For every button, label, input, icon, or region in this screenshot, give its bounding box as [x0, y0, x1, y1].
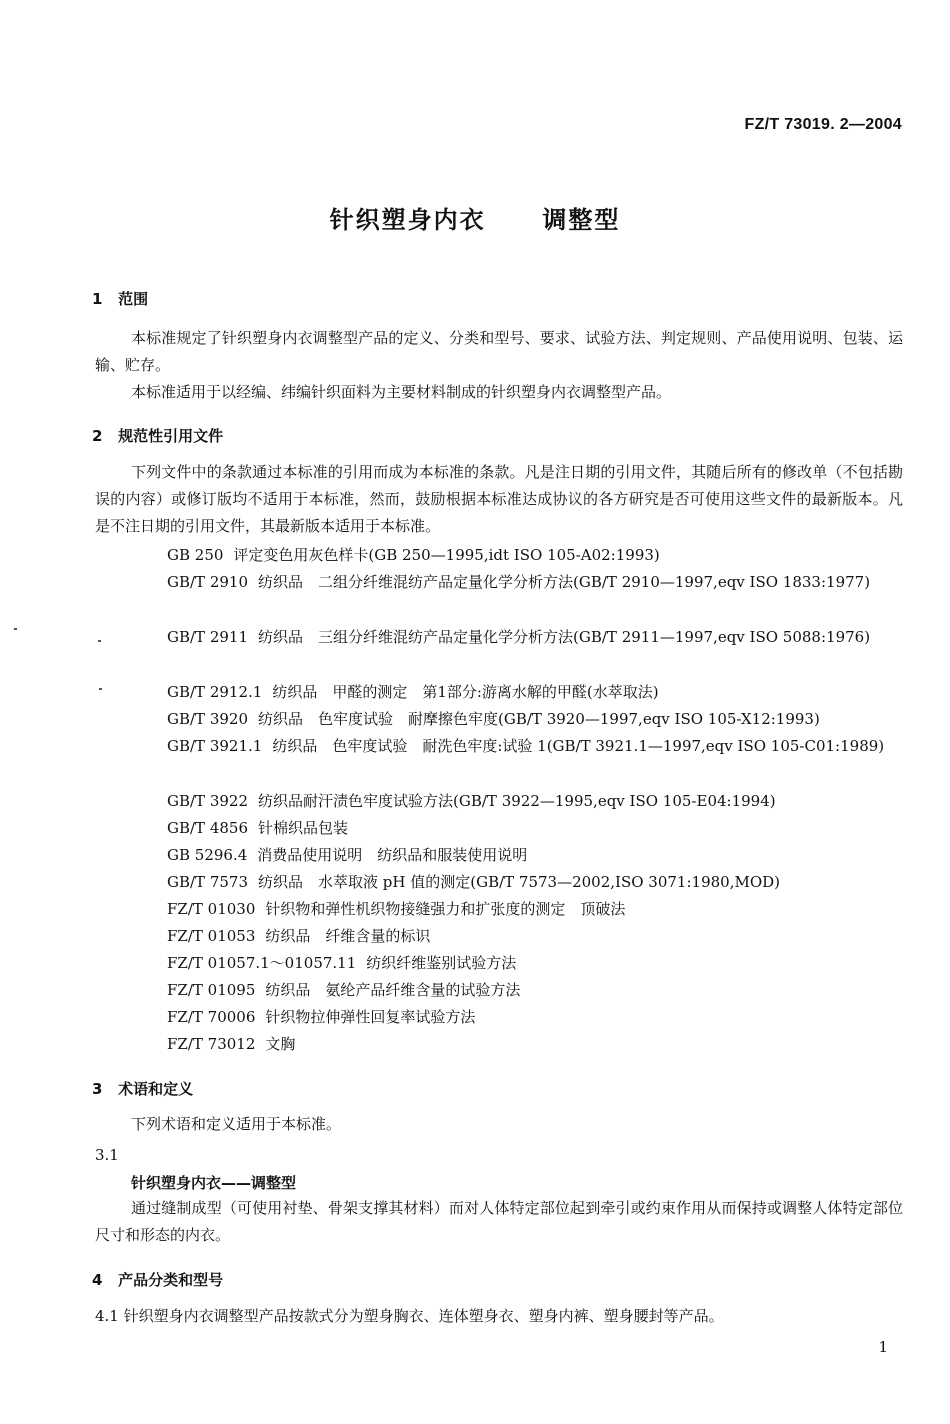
- section-1-heading: 1 范围: [92, 290, 149, 308]
- section-1-paragraph: 本标准适用于以经编、纬编针织面料为主要材料制成的针织塑身内衣调整型产品。: [131, 383, 672, 401]
- reference-code: FZ/T 73012: [167, 1035, 256, 1053]
- reference-item: [95, 842, 903, 869]
- reference-title: 纺织品耐汗渍色牢度试验方法(GB/T 3922—1995,eqv ISO 105-E04:1994): [258, 792, 776, 810]
- reference-title: 评定变色用灰色样卡(GB 250—1995,idt ISO 105-A02:1993): [233, 546, 660, 564]
- reference-title: 纺织品 色牢度试验 耐洗色牢度:试验 1(GB/T 3921.1—1997,eqv ISO 105-C01:1989): [272, 737, 885, 755]
- reference-item: [95, 923, 903, 950]
- reference-title: 纺织品 二组分纤维混纺产品定量化学分析方法(GB/T 2910—1997,eqv ISO 1833:1977): [258, 573, 871, 591]
- reference-code: FZ/T 01030: [167, 900, 256, 918]
- reference-title: 针棉织品包装: [258, 819, 349, 837]
- page-number: 1: [878, 1338, 888, 1356]
- reference-code: GB/T 4856: [167, 819, 249, 837]
- reference-code: GB/T 3921.1: [167, 737, 263, 755]
- section-3-intro: 下列术语和定义适用于本标准。: [131, 1115, 342, 1133]
- reference-item: [95, 788, 903, 815]
- reference-item: [95, 542, 903, 569]
- reference-code: FZ/T 70006: [167, 1008, 256, 1026]
- reference-item: [95, 815, 903, 842]
- reference-title: 消费品使用说明 纺织品和服装使用说明: [257, 846, 528, 864]
- section-3-heading: 3 术语和定义: [92, 1080, 194, 1098]
- reference-title: 纺织纤维鉴别试验方法: [366, 954, 517, 972]
- reference-item: [95, 706, 903, 733]
- reference-item: [95, 679, 903, 706]
- term-heading: 针织塑身内衣——调整型: [131, 1174, 297, 1192]
- reference-item: [95, 950, 903, 977]
- reference-title: 纺织品 甲醛的测定 第1部分:游离水解的甲醛(水萃取法): [272, 683, 659, 701]
- reference-code: GB/T 7573: [167, 873, 249, 891]
- reference-item: [95, 869, 903, 896]
- reference-item: [95, 1031, 903, 1058]
- reference-item: [95, 624, 903, 651]
- section-2-intro: 下列文件中的条款通过本标准的引用而成为本标准的条款。凡是注日期的引用文件，其随后所有的修改单（不包括勘误的内容）或修订版均不适用于本标准，然而，鼓励根据本标准达成协议的各方研究是否可使用这些文件的最新版本。凡是不注日期的引用文件，其最新版本适用于本标准。: [95, 463, 903, 535]
- reference-title: 纺织品 三组分纤维混纺产品定量化学分析方法(GB/T 2911—1997,eqv ISO 5088:1976): [258, 628, 871, 646]
- reference-title: 纺织品 纤维含量的标识: [265, 927, 431, 945]
- reference-title: 纺织品 氨纶产品纤维含量的试验方法: [265, 981, 521, 999]
- reference-code: GB/T 3922: [167, 792, 249, 810]
- scan-speck: [99, 688, 102, 690]
- subsection-number: 3.1: [95, 1146, 119, 1164]
- reference-code: FZ/T 01095: [167, 981, 256, 999]
- section-1-paragraph: 本标准规定了针织塑身内衣调整型产品的定义、分类和型号、要求、试验方法、判定规则、产品使用说明、包装、运输、贮存。: [95, 329, 903, 374]
- document-title: 针织塑身内衣 调整型: [329, 206, 621, 234]
- section-4-heading: 4 产品分类和型号: [92, 1271, 224, 1289]
- reference-title: 针织物拉伸弹性回复率试验方法: [265, 1008, 476, 1026]
- reference-item: [95, 977, 903, 1004]
- term-definition: 通过缝制成型（可使用衬垫、骨架支撑其材料）而对人体特定部位起到牵引或约束作用从而保持或调整人体特定部位尺寸和形态的内衣。: [95, 1199, 903, 1244]
- reference-item: [95, 896, 903, 923]
- standard-code: FZ/T 73019. 2—2004: [744, 116, 902, 133]
- reference-code: GB/T 2911: [167, 628, 249, 646]
- reference-title: 纺织品 水萃取液 pH 值的测定(GB/T 7573—2002,ISO 3071:1980,MOD): [258, 873, 781, 891]
- reference-title: 针织物和弹性机织物接缝强力和扩张度的测定 顶破法: [265, 900, 626, 918]
- reference-code: GB/T 2910: [167, 573, 249, 591]
- scan-speck: [14, 628, 17, 630]
- scan-speck: [98, 640, 101, 642]
- section-2-heading: 2 规范性引用文件: [92, 427, 224, 445]
- section-4-1-paragraph: 4.1 针织塑身内衣调整型产品按款式分为塑身胸衣、连体塑身衣、塑身内裤、塑身腰封等产品。: [95, 1307, 724, 1325]
- reference-item: [95, 569, 903, 596]
- reference-code: GB/T 3920: [167, 710, 249, 728]
- reference-title: 文胸: [265, 1035, 296, 1053]
- reference-code: GB/T 2912.1: [167, 683, 263, 701]
- reference-code: GB 250: [167, 546, 224, 564]
- reference-item: [95, 1004, 903, 1031]
- reference-title: 纺织品 色牢度试验 耐摩擦色牢度(GB/T 3920—1997,eqv ISO 105-X12:1993): [258, 710, 820, 728]
- reference-code: GB 5296.4: [167, 846, 248, 864]
- reference-code: FZ/T 01057.1～01057.11: [167, 954, 357, 972]
- reference-item: [95, 733, 903, 760]
- reference-code: FZ/T 01053: [167, 927, 256, 945]
